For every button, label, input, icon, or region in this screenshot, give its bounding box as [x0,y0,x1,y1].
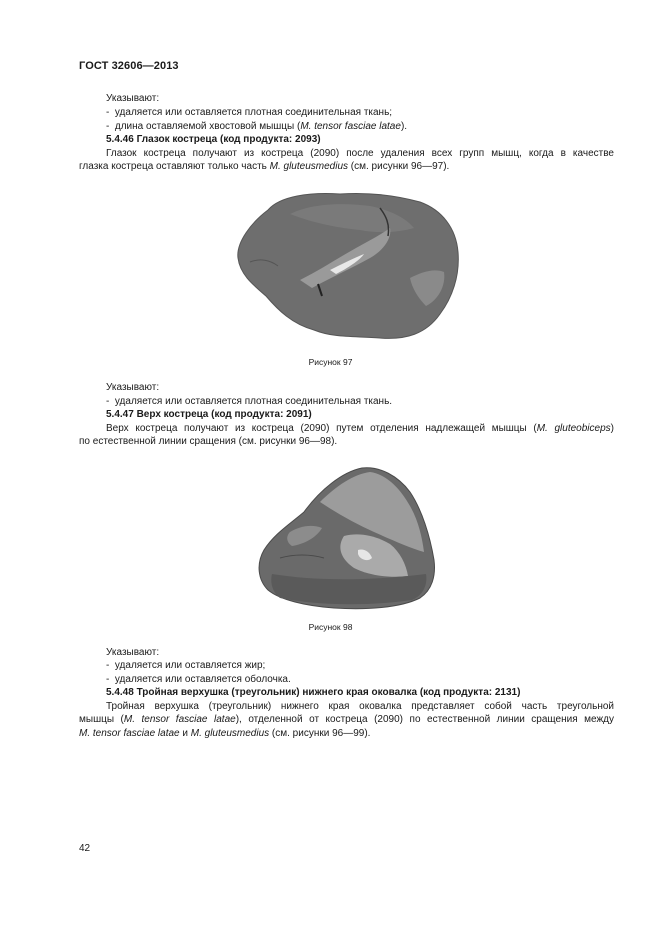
section-5448-line1: Тройная верхушка (треугольник) нижнего края оковалка представляет собой часть треугольной [106,701,614,712]
section-5448-line2 [79,713,614,727]
list-item-3b-text: удаляется или оставляется оболочка. [114,674,291,685]
section-heading-5446: 5.4.46 Глазок костреца (код продукта: 2093) [106,134,321,145]
indicate-label-2: Указывают: [106,382,160,393]
section-5448-line3-post: (см. рисунки 96—99). [269,728,371,739]
section-5446-line2 [79,160,449,174]
list-item-1a: - удаляется или оставляется плотная соединительная ткань; [106,107,393,118]
list-item-1b-text-a: длина оставляемой хвостовой мышцы ( [114,121,301,132]
section-heading-5448: 5.4.48 Тройная верхушка (треугольник) нижнего края оковалка (код продукта: 2131) [106,687,521,698]
section-5447-line1-italic: M. gluteobiceps [536,423,611,434]
section-5447-line1-post: ) [610,423,614,434]
figure-97-image [230,188,466,344]
list-item-3a-text: удаляется или оставляется жир; [114,660,266,671]
list-item-2a: - удаляется или оставляется плотная соединительная ткань. [106,396,393,407]
section-5447-line2: по естественной линии сращения (см. рисунки 96—98). [79,436,338,447]
section-5447-line1-pre: Верх кострецa получают из кострецa (2090) путем отделения надлежащей мышцы ( [106,423,537,434]
list-item-3a: - удаляется или оставляется жир; [106,660,266,671]
page-number: 42 [79,843,91,854]
section-5446-line2-post: (см. рисунки 96—97). [348,161,450,172]
list-item-1b-text-b: ). [400,121,408,132]
section-heading-5447: 5.4.47 Верх кострецa (код продукта: 2091) [106,409,312,420]
figure-98-caption: Рисунок 98 [308,622,353,632]
section-5446-line2-pre: глазка кострецa оставляют только часть [79,161,270,172]
indicate-label-1: Указывают: [106,93,160,104]
figure-98-image [250,462,440,610]
section-5448-line2-italic: M. tensor fasciae latae [123,714,236,725]
list-item-3b: - удаляется или оставляется оболочка. [106,674,291,685]
list-item-2a-text: удаляется или оставляется плотная соединительная ткань. [114,396,393,407]
list-item-1a-text: удаляется или оставляется плотная соединительная ткань; [114,107,393,118]
section-5448-line3-italic-a: M. tensor fasciae latae [79,728,180,739]
figure-97-caption: Рисунок 97 [308,357,353,367]
list-item-1b-italic: M. tensor fasciae latae [300,121,401,132]
section-5448-line2-pre: мышцы ( [79,714,124,725]
section-5448-line3-mid: и [179,728,191,739]
section-5448-line3-italic-b: M. gluteusmedius [190,728,270,739]
list-item-1b: - длина оставляемой хвостовой мышцы (M. tensor fasciae latae). [106,121,408,132]
section-5446-line2-italic: M. gluteusmedius [269,161,349,172]
section-5447-line1 [106,422,614,436]
section-5448-line2-post: ), отделенной от кострецa (2090) по естественной линии сращения между [235,714,615,725]
standard-header: ГОСТ 32606—2013 [79,60,179,72]
indicate-label-3: Указывают: [106,647,160,658]
section-5446-line1: Глазок костреца получают из кострецa (2090) после удаления всех групп мышц, когда в качестве [106,148,614,159]
section-5448-line3 [79,727,370,741]
